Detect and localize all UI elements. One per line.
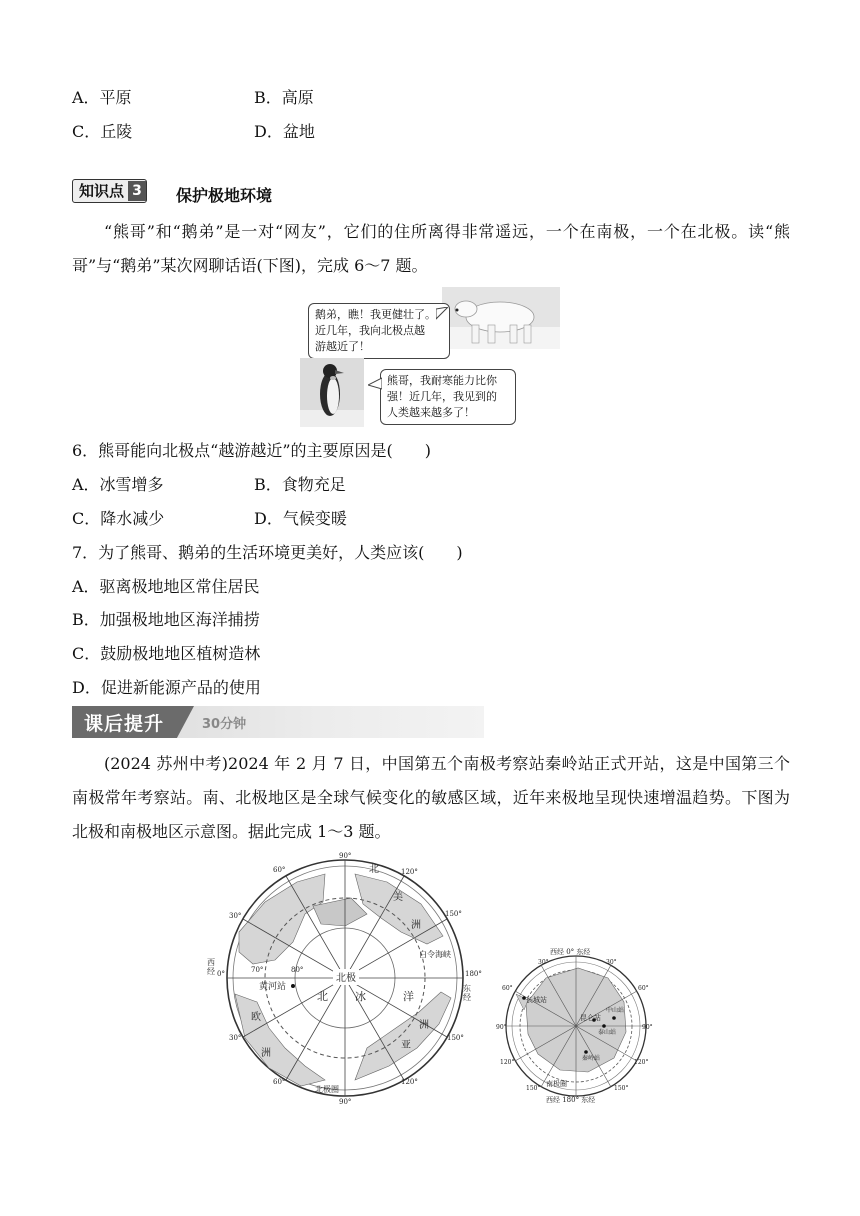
q5-option-b: B．高原 <box>254 88 314 107</box>
q5-option-c: C．丘陵 <box>72 122 133 141</box>
strait-label: 白令海峡 <box>419 950 451 959</box>
continent-label: 北 <box>369 864 379 875</box>
section-title: 课后提升 <box>84 713 165 735</box>
passage-paragraph: (2024 苏州中考)2024 年 2 月 7 日，中国第五个南极考察站秦岭站正式开站，这是中国第三个南极常年考察站。南、北极地区是全球气候变化的敏感区域，近年来极地呈现快速增温趋势。下图为北极和南极地区示意图。据此完成 1～3 题。 <box>72 754 790 841</box>
antarctic-circle-label: 南极圈 <box>546 1080 567 1088</box>
knowledge-point-title: 保护极地环境 <box>176 186 273 205</box>
polar-bear-image <box>442 287 560 349</box>
bear-speech-bubble <box>308 303 450 359</box>
north-map-west-label: 西经 <box>207 958 215 976</box>
knowledge-point-badge <box>72 179 147 203</box>
south-map-bottom-label: 西经 180° 东经 <box>546 1096 596 1104</box>
lat-label: 80° <box>291 966 304 974</box>
continent-label: 亚 <box>401 1040 411 1051</box>
bear-bubble-tail <box>436 307 448 323</box>
penguin-bubble-line: 熊哥，我耐寒能力比你 <box>387 374 497 387</box>
q5-option-a: A．平原 <box>72 88 132 107</box>
knowledge-point-number: 3 <box>128 181 146 201</box>
north-map-east-label: 东经 <box>463 984 471 1002</box>
arctic-circle-label: 北极圈 <box>315 1085 339 1094</box>
station-label: 黄河站 <box>259 982 287 992</box>
station-label: 泰山站 <box>598 1029 617 1036</box>
station-label: 长城站 <box>526 996 547 1004</box>
penguin-bubble-line: 人类越来越多了！ <box>387 406 475 419</box>
lon-label: 30° <box>229 912 242 920</box>
continent-label: 洲 <box>411 920 421 931</box>
lon-label: 180° <box>465 970 482 978</box>
lon-label: 90° <box>339 852 352 860</box>
lon-label: 150° <box>447 1034 464 1042</box>
q7-stem: 7．为了熊哥、鹅弟的生活环境更美好，人类应该( ) <box>72 543 463 562</box>
q6-stem: 6．熊哥能向北极点“越游越近”的主要原因是( ) <box>72 441 432 460</box>
q6-option-b: B．食物充足 <box>254 475 346 494</box>
lon-label: 30° <box>606 959 617 966</box>
bear-bubble-line: 鹅弟，瞧！我更健壮了。 <box>315 308 436 321</box>
q7-option-d: D．促进新能源产品的使用 <box>72 678 261 697</box>
knowledge-point-label: 知识点 <box>79 182 125 200</box>
lon-label: 120° <box>401 1078 418 1086</box>
lon-label: 120° <box>401 868 418 876</box>
south-pole-map <box>496 940 656 1106</box>
bear-bubble-line: 近几年，我向北极点越 <box>315 324 425 337</box>
lon-label: 30° <box>538 959 549 966</box>
lon-label: 60° <box>273 1078 286 1086</box>
north-pole-label: 北极 <box>336 973 356 984</box>
bear-bubble-line: 游越近了！ <box>315 340 370 353</box>
station-label: 秦岭站 <box>582 1055 601 1062</box>
penguin-image <box>300 358 364 427</box>
q6-option-d: D．气候变暖 <box>254 509 347 528</box>
lon-label: 90° <box>339 1098 352 1104</box>
q7-option-b: B．加强极地地区海洋捕捞 <box>72 610 260 629</box>
q7-option-c: C．鼓励极地地区植树造林 <box>72 644 261 663</box>
lon-label: 120° <box>634 1059 649 1066</box>
station-label: 中山站 <box>606 1007 625 1014</box>
q6-option-a: A．冰雪增多 <box>72 475 164 494</box>
lon-label: 90° <box>496 1024 507 1031</box>
q7-option-a: A．驱离极地地区常住居民 <box>72 577 260 596</box>
penguin-speech-bubble <box>380 369 516 425</box>
lon-label: 60° <box>502 985 513 992</box>
continent-label: 美 <box>393 892 403 903</box>
lon-label: 60° <box>273 866 286 874</box>
lon-label: 120° <box>500 1059 515 1066</box>
lon-label: 60° <box>638 985 649 992</box>
lat-label: 70° <box>251 966 264 974</box>
continent-label: 欧 <box>251 1012 261 1023</box>
q5-option-d: D．盆地 <box>254 122 315 141</box>
south-map-top-label: 西经 0° 东经 <box>550 948 591 956</box>
continent-label: 洲 <box>261 1048 271 1059</box>
lon-label: 90° <box>642 1024 653 1031</box>
ocean-label-3: 洋 <box>403 990 414 1003</box>
lon-label: 150° <box>526 1085 541 1092</box>
section-time: 30分钟 <box>202 717 247 732</box>
penguin-bubble-line: 强！近几年，我见到的 <box>387 390 497 403</box>
penguin-bubble-tail <box>368 377 382 391</box>
lon-label: 30° <box>229 1034 242 1042</box>
lon-label: 150° <box>614 1085 629 1092</box>
ocean-label-1: 北 <box>317 990 328 1003</box>
lon-label: 0° <box>217 970 225 978</box>
continent-label: 洲 <box>419 1020 429 1031</box>
north-pole-map <box>205 852 485 1104</box>
lon-label: 150° <box>445 910 462 918</box>
ocean-label-2: 冰 <box>355 990 366 1003</box>
intro-paragraph: “熊哥”和“鹅弟”是一对“网友”，它们的住所离得非常遥远，一个在南极，一个在北极。读“熊哥”与“鹅弟”某次网聊话语(下图)，完成 6～7 题。 <box>72 222 790 275</box>
station-label: 昆仑站 <box>580 1014 601 1022</box>
section-banner <box>72 706 484 738</box>
q6-option-c: C．降水减少 <box>72 509 165 528</box>
chat-illustration <box>296 285 564 427</box>
